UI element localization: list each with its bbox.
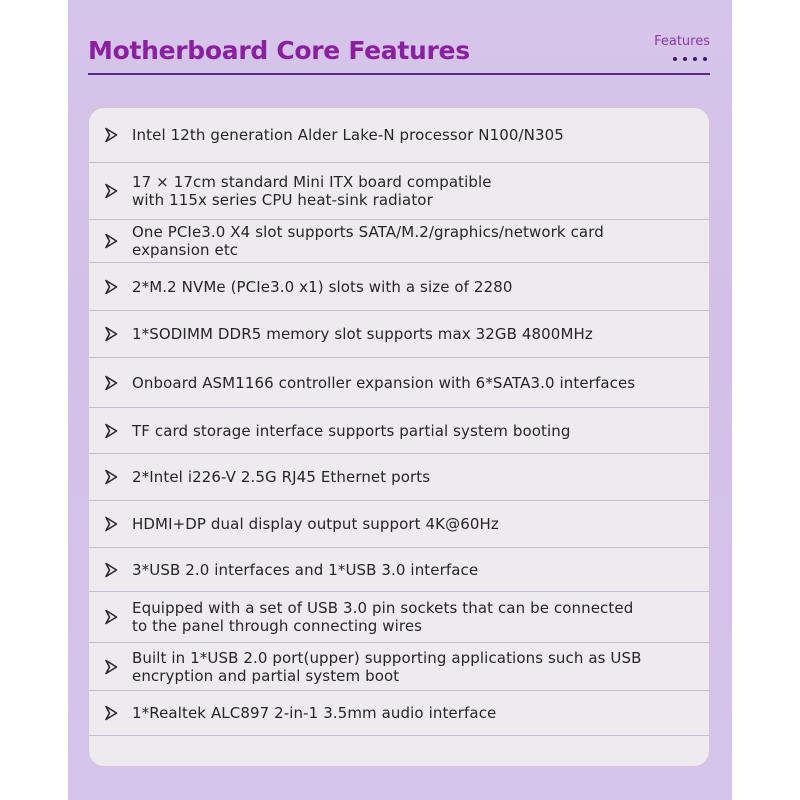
feature-line: TF card storage interface supports partial system booting [132, 421, 571, 440]
feature-line: 2*M.2 NVMe (PCIe3.0 x1) slots with a size of 2280 [132, 277, 513, 296]
chevron-right-icon [104, 562, 118, 578]
feature-row [89, 220, 709, 263]
feature-line: with 115x series CPU heat-sink radiator [132, 191, 433, 209]
feature-line: 1*SODIMM DDR5 memory slot supports max 32GB 4800MHz [132, 325, 593, 343]
feature-row [89, 454, 709, 501]
feature-line: 3*USB 2.0 interfaces and 1*USB 3.0 interface [132, 560, 479, 579]
chevron-right-icon [104, 233, 118, 249]
feature-row [89, 501, 709, 548]
chevron-right-icon [104, 279, 118, 295]
feature-list [88, 107, 710, 767]
feature-row [89, 108, 709, 163]
feature-card [68, 0, 732, 800]
feature-text [132, 278, 697, 296]
chevron-right-icon [104, 609, 118, 625]
feature-row [89, 548, 709, 592]
chevron-right-icon [104, 469, 118, 485]
feature-line: Built in 1*USB 2.0 port(upper) supporting applications such as USB [132, 648, 642, 667]
feature-row [89, 263, 709, 311]
dot [693, 57, 697, 61]
feature-text [132, 561, 697, 579]
feature-text [132, 325, 697, 343]
feature-line: 2*Intel i226-V 2.5G RJ45 Ethernet ports [132, 468, 431, 486]
chevron-right-icon [104, 423, 118, 439]
dot [683, 57, 687, 61]
feature-row [89, 163, 709, 220]
feature-line: to the panel through connecting wires [132, 617, 423, 635]
section-tag: Features [654, 34, 710, 49]
chevron-right-icon [104, 326, 118, 342]
feature-row [89, 592, 709, 643]
feature-text [132, 515, 697, 533]
dot [703, 57, 707, 61]
feature-line: 17 × 17cm standard Mini ITX board compatible [132, 173, 492, 191]
feature-text [132, 422, 697, 440]
feature-line: expansion etc [132, 241, 239, 259]
feature-row [89, 408, 709, 454]
page-title: Motherboard Core Features [88, 36, 470, 65]
feature-text [132, 223, 697, 259]
chevron-right-icon [104, 705, 118, 721]
feature-row [89, 311, 709, 358]
title-divider [88, 73, 710, 75]
feature-text [132, 126, 697, 144]
chevron-right-icon [104, 375, 118, 391]
dot [673, 57, 677, 61]
feature-text [132, 468, 697, 486]
feature-line: Intel 12th generation Alder Lake-N processor N100/N305 [132, 126, 564, 144]
feature-row [89, 643, 709, 691]
chevron-right-icon [104, 183, 118, 199]
feature-line: 1*Realtek ALC897 2-in-1 3.5mm audio interface [132, 704, 497, 722]
feature-line: Equipped with a set of USB 3.0 pin sockets that can be connected [132, 599, 634, 617]
feature-text [132, 374, 697, 392]
feature-text [132, 704, 697, 722]
chevron-right-icon [104, 659, 118, 675]
feature-text [132, 173, 697, 209]
dots-ornament [673, 57, 707, 61]
feature-text [132, 599, 697, 635]
feature-line: Onboard ASM1166 controller expansion with 6*SATA3.0 interfaces [132, 373, 636, 392]
feature-row [89, 358, 709, 408]
feature-row [89, 691, 709, 736]
chevron-right-icon [104, 516, 118, 532]
feature-line: HDMI+DP dual display output support 4K@60Hz [132, 515, 499, 533]
feature-text [132, 649, 697, 685]
feature-line: One PCIe3.0 X4 slot supports SATA/M.2/graphics/network card [132, 223, 604, 241]
feature-line: encryption and partial system boot [132, 666, 400, 685]
chevron-right-icon [104, 127, 118, 143]
